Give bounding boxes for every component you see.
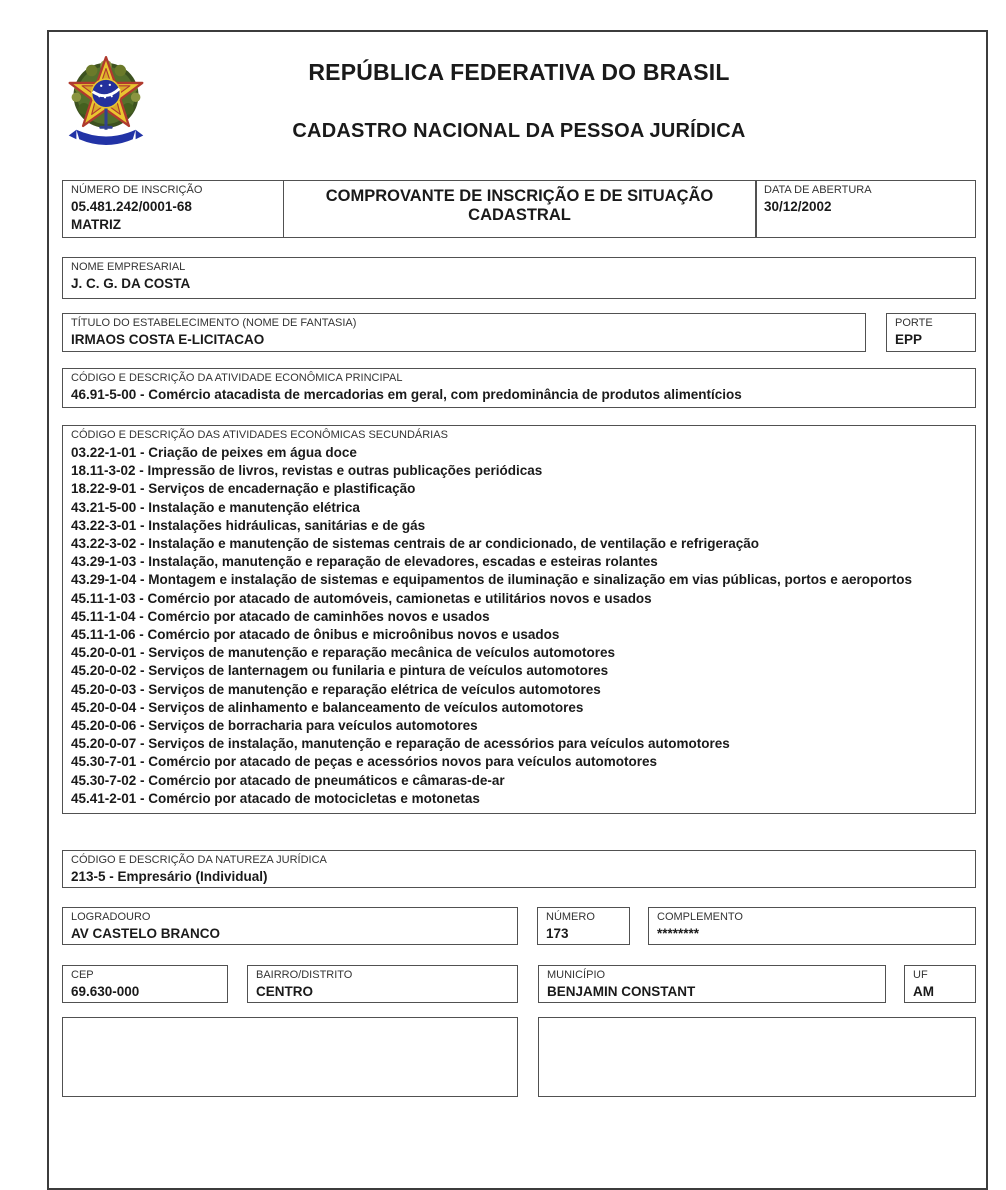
document-header [62,32,976,180]
street-row [62,907,976,945]
trade-name-row [62,313,976,352]
secondary-activity-item: 45.20-0-07 - Serviços de instalação, manutenção e reparação de acessórios para veículos automotores [71,736,730,752]
cep-label: CEP [71,969,94,981]
main-activity-value: 46.91-5-00 - Comércio atacadista de mercadorias em geral, com predominância de produtos alimentícios [71,387,742,402]
secondary-activity-item: 45.11-1-04 - Comércio por atacado de caminhões novos e usados [71,608,490,624]
secondary-activity-item: 18.11-3-02 - Impressão de livros, revistas e outras publicações periódicas [71,463,543,479]
secondary-activity-item: 43.22-3-01 - Instalações hidráulicas, sanitárias e de gás [71,517,426,533]
main-activity-box [62,368,976,408]
trade-name-box [62,313,866,352]
company-name-label: NOME EMPRESARIAL [71,261,186,273]
state-label: UF [913,969,928,981]
secondary-activities-list [63,444,975,808]
inscription-number-value: 05.481.242/0001-68 [71,199,192,214]
legal-nature-value: 213-5 - Empresário (Individual) [71,869,268,884]
district-value: CENTRO [256,984,313,999]
street-box [62,907,518,945]
cep-value: 69.630-000 [71,984,140,999]
secondary-activity-item: 45.11-1-03 - Comércio por atacado de automóveis, camionetas e utilitários novos e usados [71,590,652,606]
legal-nature-box [62,850,976,888]
opening-date-label: DATA DE ABERTURA [764,184,872,196]
secondary-activities-label: CÓDIGO E DESCRIÇÃO DAS ATIVIDADES ECONÔMICAS SECUNDÁRIAS [71,429,448,441]
district-box [247,965,518,1003]
secondary-activity-item: 43.29-1-04 - Montagem e instalação de sistemas e equipamentos de iluminação e sinalização em vias públicas, portos e aeroportos [71,572,913,588]
partial-bottom-row [62,1017,976,1097]
company-size-label: PORTE [895,317,933,329]
opening-date-value: 30/12/2002 [764,199,832,214]
secondary-activity-item: 18.22-9-01 - Serviços de encadernação e plastificação [71,481,416,497]
document-title-box: COMPROVANTE DE INSCRIÇÃO E DE SITUAÇÃO CADASTRAL [283,180,757,238]
secondary-activity-item: 45.20-0-06 - Serviços de borracharia para veículos automotores [71,718,478,734]
company-name-value: J. C. G. DA COSTA [71,276,191,291]
secondary-activity-item: 45.30-7-01 - Comércio por atacado de peças e acessórios novos para veículos automotores [71,754,657,770]
secondary-activities-row [62,425,976,814]
branch-type-value: MATRIZ [71,217,121,232]
secondary-activity-item: 43.21-5-00 - Instalação e manutenção elétrica [71,499,360,515]
street-number-label: NÚMERO [546,911,595,923]
cep-box [62,965,228,1003]
inscription-number-box [62,180,284,238]
cep-row [62,965,976,1003]
cnpj-registry-title: CADASTRO NACIONAL DA PESSOA JURÍDICA [292,120,746,142]
legal-nature-row [62,850,976,888]
street-value: AV CASTELO BRANCO [71,926,221,941]
district-label: BAIRRO/DISTRITO [256,969,353,981]
document-border [47,30,988,1190]
street-number-box [537,907,630,945]
republic-title: REPÚBLICA FEDERATIVA DO BRASIL [308,59,730,85]
trade-name-value: IRMAOS COSTA E-LICITACAO [71,332,265,347]
complement-label: COMPLEMENTO [657,911,743,923]
inscription-number-label: NÚMERO DE INSCRIÇÃO [71,184,203,196]
secondary-activity-item: 45.20-0-03 - Serviços de manutenção e reparação elétrica de veículos automotores [71,681,601,697]
main-activity-label: CÓDIGO E DESCRIÇÃO DA ATIVIDADE ECONÔMICA PRINCIPAL [71,372,403,384]
secondary-activity-item: 45.41-2-01 - Comércio por atacado de motocicletas e motonetas [71,790,480,806]
opening-date-box [755,180,976,238]
partial-left-box [62,1017,518,1097]
secondary-activity-item: 45.20-0-04 - Serviços de alinhamento e balanceamento de veículos automotores [71,699,584,715]
trade-name-label: TÍTULO DO ESTABELECIMENTO (NOME DE FANTASIA) [71,317,357,329]
company-name-row [62,257,976,299]
legal-nature-label: CÓDIGO E DESCRIÇÃO DA NATUREZA JURÍDICA [71,854,327,866]
secondary-activities-box [62,425,976,814]
secondary-activity-item: 43.22-3-02 - Instalação e manutenção de sistemas centrais de ar condicionado, de ventilação e refrigeração [71,536,760,552]
partial-right-box [538,1017,976,1097]
inscription-row [62,180,976,238]
secondary-activity-item: 45.20-0-01 - Serviços de manutenção e reparação mecânica de veículos automotores [71,645,615,661]
municipality-box [538,965,886,1003]
municipality-label: MUNICÍPIO [547,969,606,981]
company-size-box [886,313,976,352]
secondary-activity-item: 03.22-1-01 - Criação de peixes em água doce [71,445,357,460]
complement-value: ******** [657,926,700,941]
company-name-box [62,257,976,299]
secondary-activity-item: 43.29-1-03 - Instalação, manutenção e reparação de elevadores, escadas e esteiras rolantes [71,554,658,570]
secondary-activity-item: 45.30-7-02 - Comércio por atacado de pneumáticos e câmaras-de-ar [71,772,505,788]
complement-box [648,907,976,945]
company-size-value: EPP [895,332,923,347]
state-value: AM [913,984,934,999]
street-number-value: 173 [546,926,569,941]
main-activity-row [62,368,976,408]
municipality-value: BENJAMIN CONSTANT [547,984,696,999]
secondary-activity-item: 45.20-0-02 - Serviços de lanternagem ou funilaria e pintura de veículos automotores [71,663,609,679]
state-box [904,965,976,1003]
secondary-activity-item: 45.11-1-06 - Comércio por atacado de ônibus e microônibus novos e usados [71,627,560,643]
street-label: LOGRADOURO [71,911,151,923]
